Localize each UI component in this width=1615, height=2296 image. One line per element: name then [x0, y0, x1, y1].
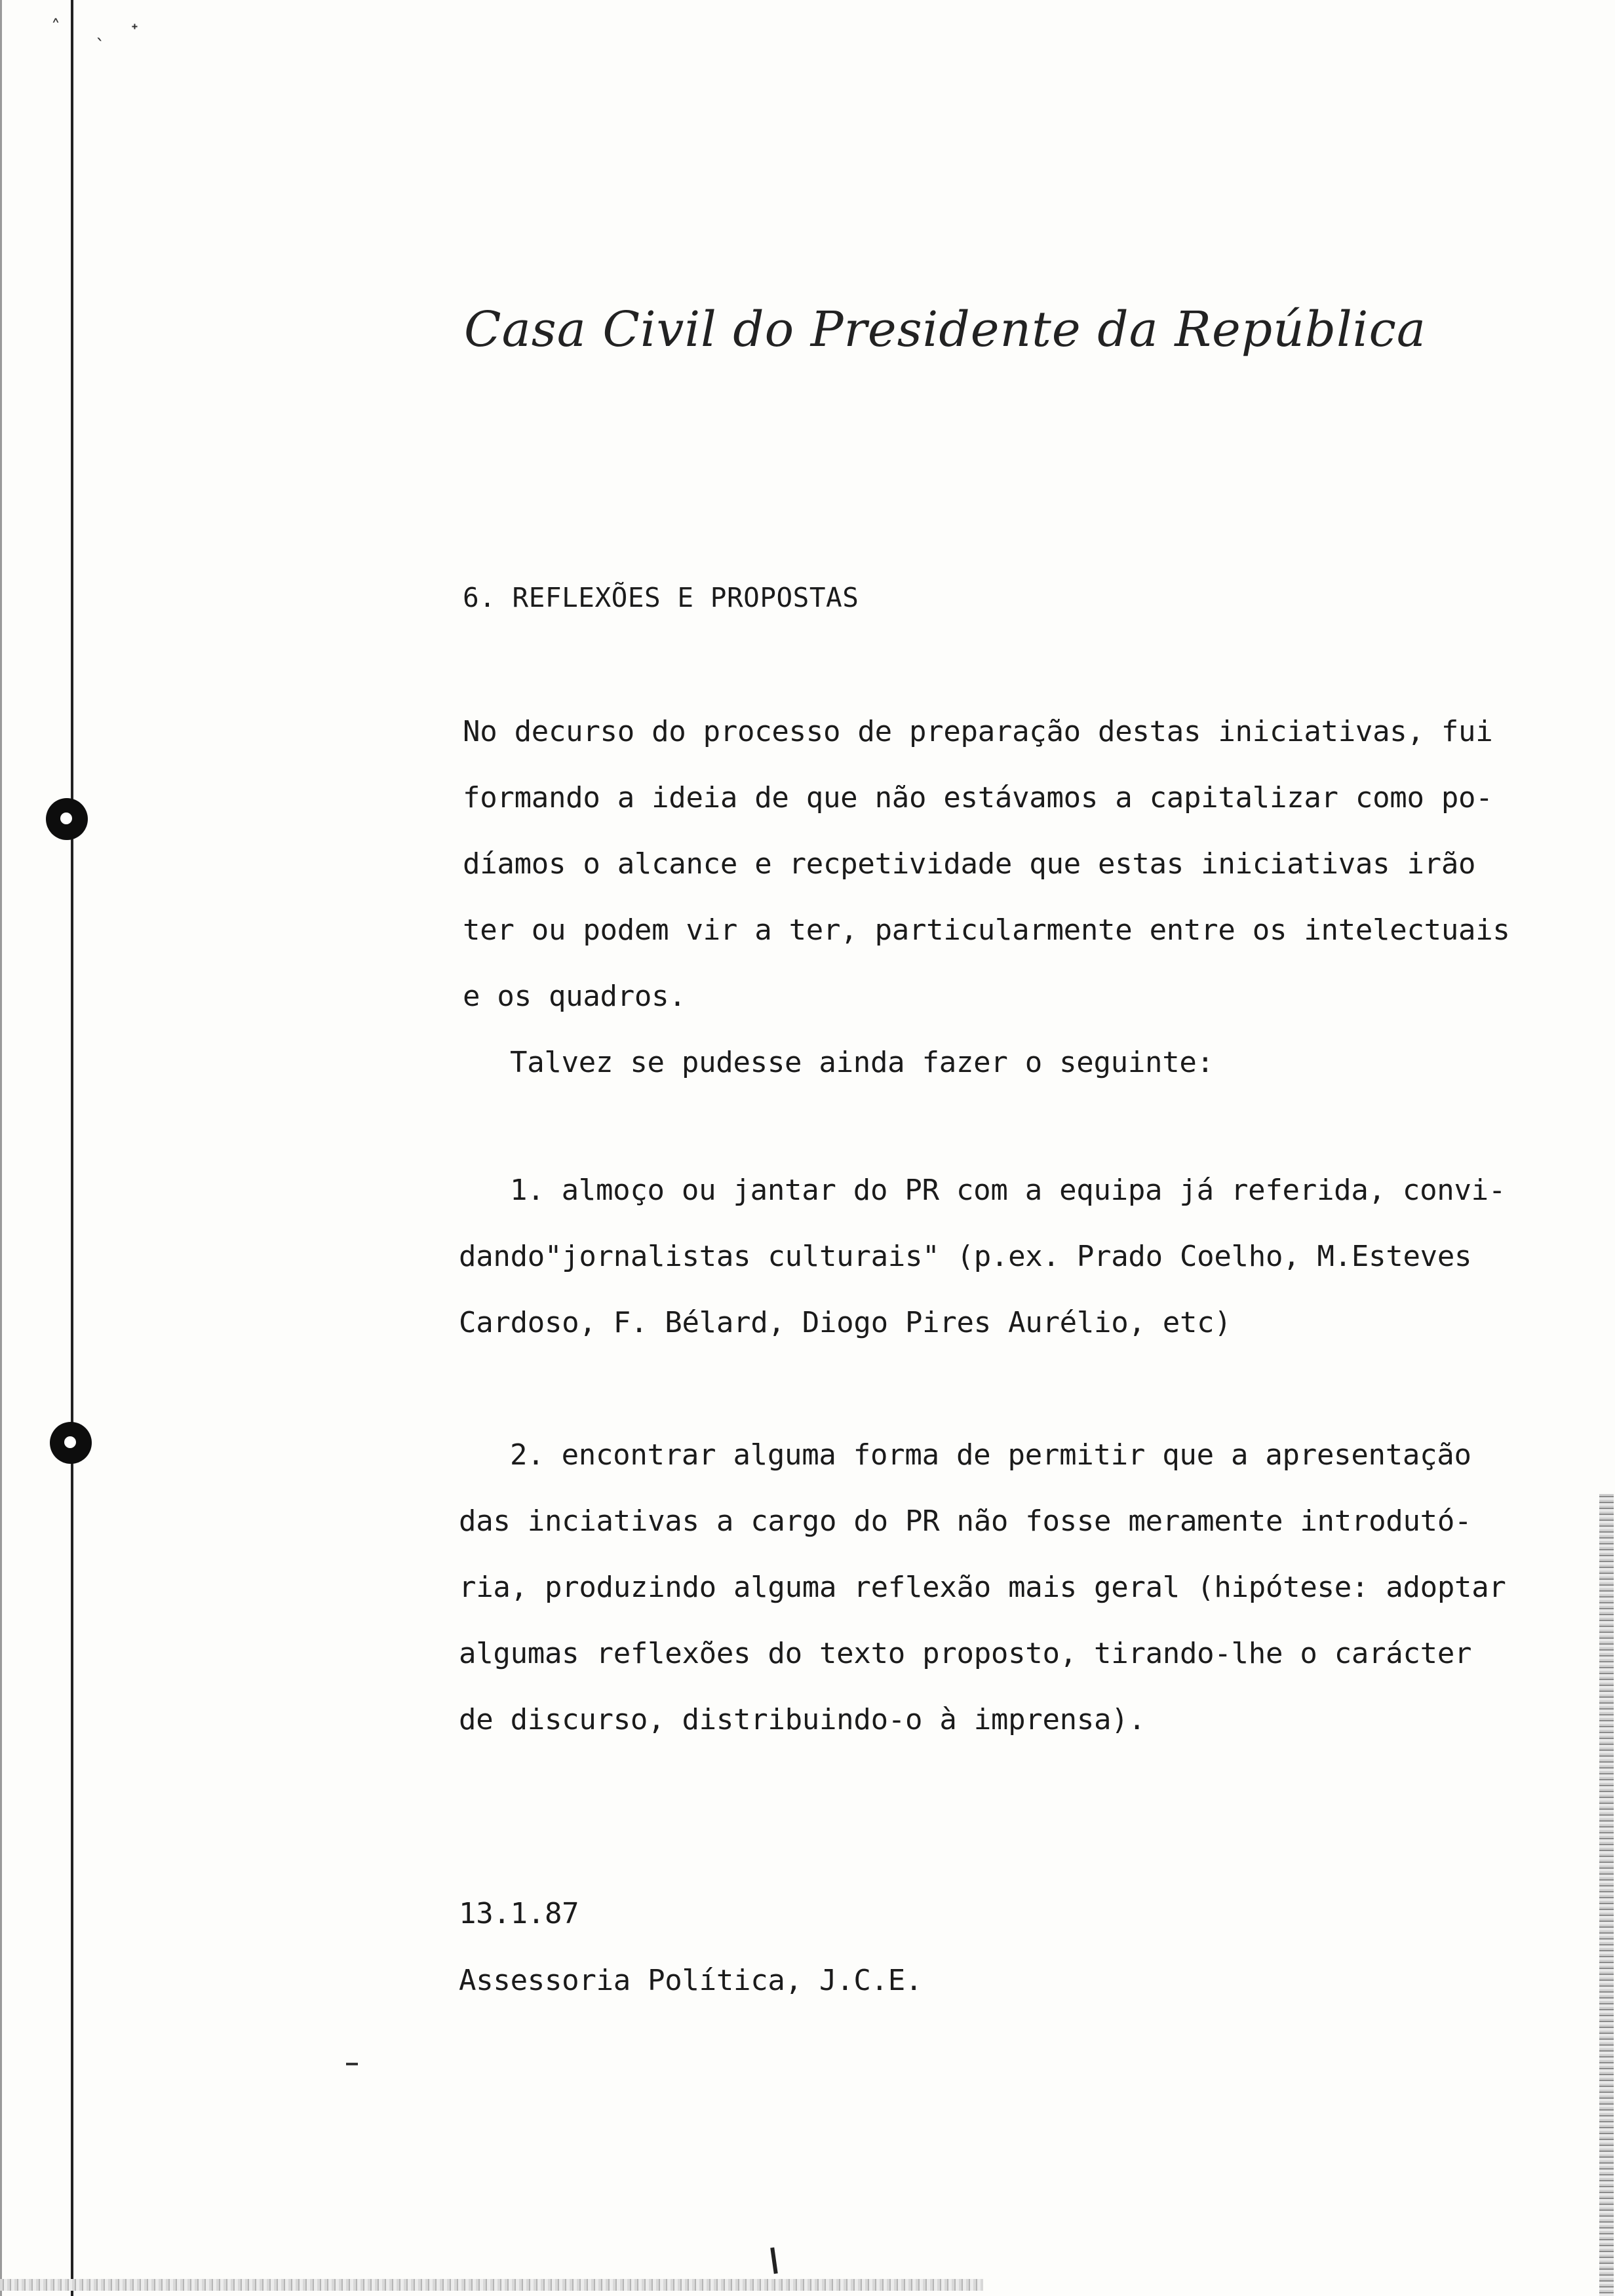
- item-line: Cardoso, F. Bélard, Diogo Pires Aurélio, etc): [459, 1306, 1232, 1339]
- item-line: das inciativas a cargo do PR não fosse meramente introdutó-: [459, 1504, 1472, 1538]
- intro-line: e os quadros.: [463, 980, 686, 1013]
- scan-dash-mark: [346, 2063, 358, 2065]
- binder-margin-line: [71, 0, 73, 2296]
- scan-mark: ˖: [131, 14, 138, 36]
- letterhead: Casa Civil do Presidente da República: [464, 301, 1427, 358]
- scan-mark: ˄: [51, 16, 60, 37]
- intro-followup: Talvez se pudesse ainda fazer o seguinte:: [510, 1046, 1214, 1079]
- item-line: ria, produzindo alguma reflexão mais geral (hipótese: adoptar: [459, 1571, 1506, 1604]
- punch-hole-top: [46, 798, 88, 840]
- item-line: 2. encontrar alguma forma de permitir que a apresentação: [510, 1438, 1471, 1472]
- scan-bottom-mark: [770, 2248, 778, 2274]
- intro-line: díamos o alcance e recpetividade que estas iniciativas irão: [463, 847, 1476, 881]
- scan-mark: ˎ: [96, 20, 105, 41]
- punch-hole-bottom: [50, 1422, 92, 1464]
- scan-bottom-edge: [0, 2279, 983, 2291]
- item-line: dando"jornalistas culturais" (p.ex. Prado Coelho, M.Esteves: [459, 1240, 1472, 1273]
- document-date: 13.1.87: [459, 1897, 579, 1930]
- intro-line: formando a ideia de que não estávamos a capitalizar como po-: [463, 781, 1493, 814]
- intro-line: No decurso do processo de preparação destas iniciativas, fui: [463, 715, 1493, 748]
- item-line: algumas reflexões do texto proposto, tirando-lhe o carácter: [459, 1637, 1472, 1670]
- proposal-item-2: [459, 1422, 1506, 1753]
- proposal-item-1: [459, 1157, 1506, 1356]
- item-line: de discurso, distribuindo-o à imprensa).: [459, 1703, 1146, 1736]
- section-heading: 6. REFLEXÕES E PROPOSTAS: [463, 582, 859, 613]
- scan-right-edge: [1599, 1494, 1614, 2296]
- item-line: 1. almoço ou jantar do PR com a equipa já referida, convi-: [510, 1174, 1506, 1207]
- signature-line: Assessoria Política, J.C.E.: [459, 1964, 923, 1997]
- intro-paragraph: [463, 698, 1510, 1096]
- scan-left-edge: [0, 0, 2, 2296]
- intro-line: ter ou podem vir a ter, particularmente entre os intelectuais: [463, 913, 1510, 947]
